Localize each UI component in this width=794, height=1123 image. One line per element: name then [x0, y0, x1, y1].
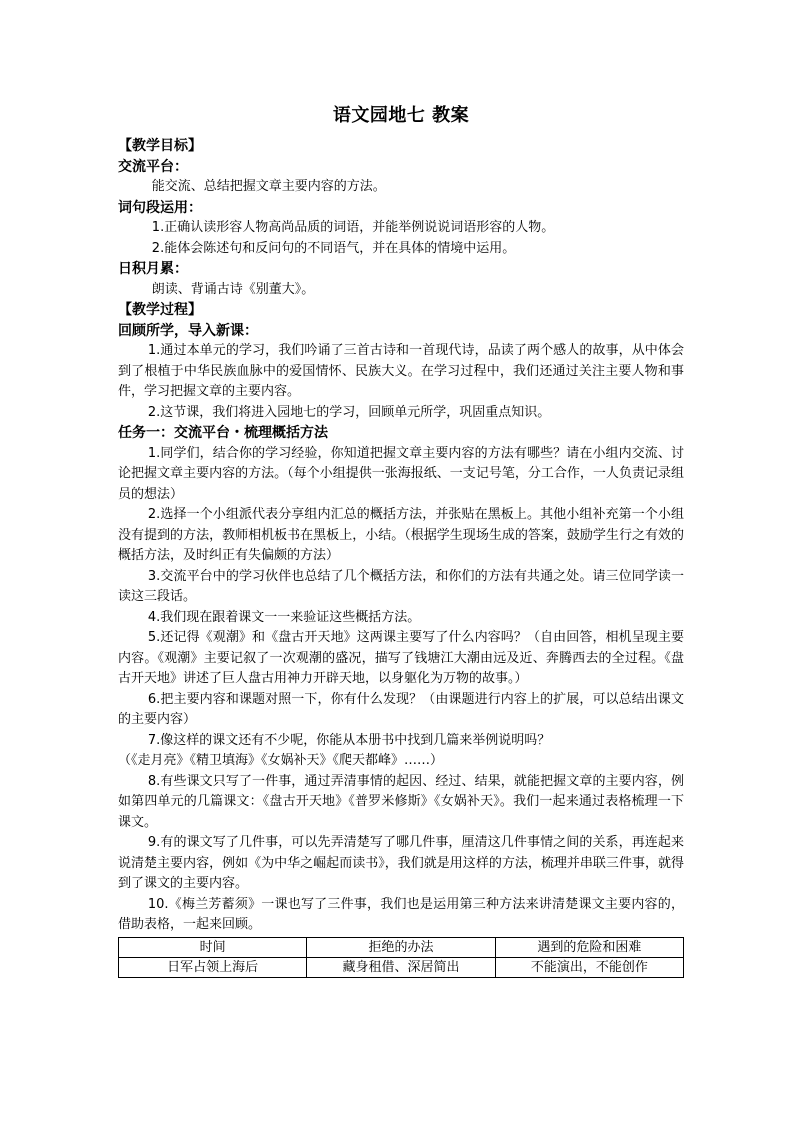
table-cell: 不能演出，不能创作	[495, 957, 683, 977]
process-heading: 【教学过程】	[118, 302, 202, 318]
task1-paragraph-5: 5.还记得《观潮》和《盘古开天地》这两课主要写了什么内容吗？（自由回答，相机呈现主要内容。《观潮》主要记叙了一次观潮的盛况，描写了钱塘江大潮由远及近、奔腾西去的全过程。《盘古开天地》讲述了巨人盘古用神力开辟天地，以身躯化为万物的故事。）	[118, 630, 684, 686]
table-header-cell: 时间	[119, 937, 307, 957]
words-item-2: 2.能体会陈述句和反问句的不同语气，并在具体的情境中运用。	[151, 240, 516, 256]
review-paragraph-1: 1.通过本单元的学习，我们吟诵了三首古诗和一首现代诗，品读了两个感人的故事，从中体会到了根植于中华民族血脉中的爱国情怀、民族大义。在学习过程中，我们还通过关注主要人物和事件，学习把握文章的主要内容。	[118, 343, 684, 399]
objectives-heading: 【教学目标】	[118, 138, 202, 154]
task1-paragraph-3: 3.交流平台中的学习伙伴也总结了几个概括方法，和你们的方法有共通之处。请三位同学读一读这三段话。	[118, 568, 684, 604]
task1-paragraph-4: 4.我们现在跟着课文一一来验证这些概括方法。	[147, 609, 421, 625]
task1-paragraph-7-examples: （《走月亮》《精卫填海》《女娲补天》《爬天都峰》……）	[118, 753, 444, 768]
task1-paragraph-2: 2.选择一个小组派代表分享组内汇总的概括方法，并张贴在黑板上。其他小组补充第一个小组没有提到的方法，教师相机板书在黑板上，小结。（根据学生现场生成的答案，鼓励学生行之有效的概括方法，及时纠正有失偏颇的方法）	[118, 507, 684, 563]
review-paragraph-2: 2.这节课，我们将进入园地七的学习，回顾单元所学，巩固重点知识。	[147, 404, 551, 420]
document-body	[118, 104, 684, 978]
table-header-cell: 拒绝的办法	[307, 937, 495, 957]
task1-paragraph-9: 9.有的课文写了几件事，可以先弄清楚写了哪几件事，厘清这几件事情之间的关系，再连起来说清楚主要内容，例如《为中华之崛起而读书》，我们就是用这样的方法，梳理并串联三件事，就得到了课文的主要内容。	[118, 835, 684, 891]
task1-heading: 任务一：交流平台・梳理概括方法	[118, 425, 328, 441]
daily-heading: 日积月累：	[118, 261, 188, 277]
words-item-1: 1.正确认读形容人物高尚品质的词语，并能举例说说词语形容的人物。	[151, 220, 555, 235]
table-cell: 日军占领上海后	[119, 957, 307, 977]
task1-paragraph-10: 10.《梅兰芳蓄须》一课也写了三件事，我们也是运用第三种方法来讲清楚课文主要内容的，借助表格，一起来回顾。	[118, 896, 684, 932]
summary-table	[118, 937, 684, 978]
words-heading: 词句段运用：	[118, 199, 202, 216]
daily-text: 朗读、背诵古诗《别董大》。	[151, 281, 315, 297]
table-header-row	[119, 937, 684, 957]
task1-paragraph-1: 1.同学们，结合你的学习经验，你知道把握文章主要内容的方法有哪些？请在小组内交流、讨论把握文章主要内容的方法。（每个小组提供一张海报纸、一支记号笔，分工合作，一人负责记录组员的想法）	[118, 445, 684, 502]
exchange-heading: 交流平台：	[118, 158, 188, 175]
task1-paragraph-6: 6.把主要内容和课题对照一下，你有什么发现？（由课题进行内容上的扩展，可以总结出课文的主要内容）	[118, 691, 684, 727]
table-row	[119, 957, 684, 977]
task1-paragraph-7: 7.像这样的课文还有不少呢，你能从本册书中找到几篇来举例说明吗？	[147, 732, 551, 748]
page-title: 语文园地七 教案	[332, 105, 470, 126]
table-header-cell: 遇到的危险和困难	[495, 937, 683, 957]
exchange-text: 能交流、总结把握文章主要内容的方法。	[151, 179, 386, 194]
review-heading: 回顾所学，导入新课：	[118, 322, 258, 339]
table-cell: 藏身租借、深居简出	[307, 957, 495, 977]
task1-paragraph-8: 8.有些课文只写了一件事，通过弄清事情的起因、经过、结果，就能把握文章的主要内容，例如第四单元的几篇课文：《盘古开天地》《普罗米修斯》《女娲补天》。我们一起来通过表格梳理一下课文。	[118, 773, 684, 830]
